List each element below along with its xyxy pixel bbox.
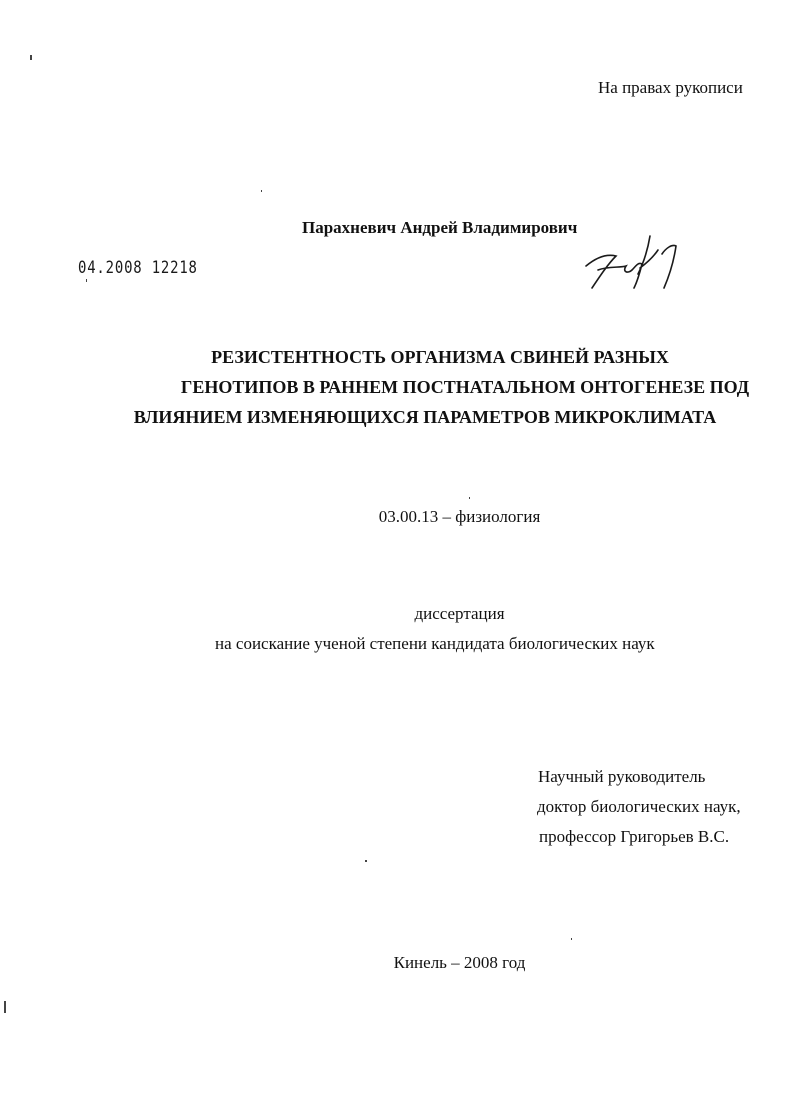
supervisor-block	[538, 762, 741, 852]
author-name: Парахневич Андрей Владимирович	[302, 218, 578, 237]
place-year-text: Кинель – 2008 год	[393, 953, 526, 972]
document-type	[0, 604, 799, 624]
dissertation-title	[100, 342, 799, 432]
place-year	[0, 953, 799, 973]
scan-speck	[365, 860, 367, 862]
scan-speck	[4, 1001, 6, 1013]
scan-speck	[261, 190, 262, 192]
supervisor-name: профессор Григорьев В.С.	[539, 827, 730, 846]
degree-statement: на соискание ученой степени кандидата биологических наук	[215, 634, 655, 653]
scan-speck	[469, 497, 470, 499]
title-line-3: ВЛИЯНИЕМ ИЗМЕНЯЮЩИХСЯ ПАРАМЕТРОВ МИКРОКЛИМАТА	[133, 407, 717, 427]
supervisor-role: Научный руководитель	[538, 767, 706, 786]
library-stamp-code: 04.2008 12218	[78, 258, 198, 278]
rights-note: На правах рукописи	[598, 78, 743, 97]
supervisor-title: доктор биологических наук,	[537, 797, 741, 816]
scan-speck	[30, 55, 32, 60]
title-line-1: РЕЗИСТЕНТНОСТЬ ОРГАНИЗМА СВИНЕЙ РАЗНЫХ	[211, 347, 669, 367]
document-type-text: диссертация	[414, 604, 505, 623]
scan-speck	[86, 279, 87, 282]
scan-speck	[571, 938, 572, 940]
specialty-text: 03.00.13 – физиология	[378, 507, 541, 526]
title-line-2: ГЕНОТИПОВ В РАННЕМ ПОСТНАТАЛЬНОМ ОНТОГЕНЕЗЕ ПОД	[180, 377, 750, 397]
specialty-code	[0, 507, 799, 527]
handwritten-signature	[578, 226, 688, 296]
